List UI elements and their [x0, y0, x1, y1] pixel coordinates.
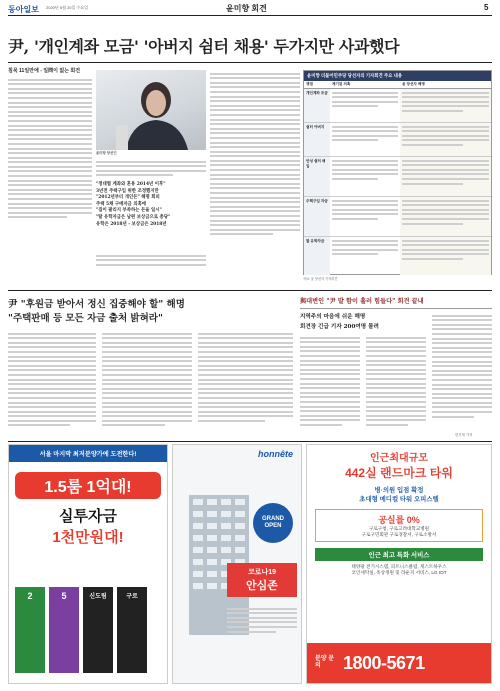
ad-middle	[172, 444, 302, 684]
row-label: 주택구입 자금	[304, 197, 330, 236]
quote-line: "집이 팔리지 부족하는 돈을 일시"	[96, 208, 162, 214]
lead-rule	[8, 62, 492, 63]
mid-left-body-col2	[102, 330, 192, 438]
safe-zone-box	[227, 563, 297, 597]
service-line: 코인세탁실, 옥상정원 및 라운지 서비스, LG IOT	[351, 570, 447, 575]
lead-subhead: 침묵 11일만에 - 일問이 없는 회견	[8, 68, 81, 74]
table-source: 자료: 윤 당선자 기자회견	[303, 277, 338, 281]
ad-right-desc2: 초대형 메디컬 타워 오피스텔	[359, 496, 439, 503]
lead-body-col3	[210, 70, 300, 270]
row-label: 안성 쉼터 매입	[304, 157, 330, 196]
safe-zone-main: 안심존	[246, 580, 278, 592]
occupancy-line: 구로구청, 구로고려대학교병원	[368, 526, 430, 531]
table-title: 윤미향 더불어민주당 당선자의 기자회견 주요 내용	[304, 71, 491, 81]
table-row	[304, 157, 491, 197]
mid-left-body-col1	[8, 330, 96, 438]
page-number: 5	[484, 3, 489, 12]
ad-right-title2: 442실 랜드마크 타워	[345, 466, 453, 480]
byline: 한기재 기자	[455, 433, 473, 437]
occupancy-line: 구로구민회관 구로경찰서, 구로소방서	[361, 532, 437, 537]
person-silhouette-icon	[96, 70, 206, 150]
service-tag: 인근 최고 특화 서비스	[315, 548, 483, 561]
table-row	[304, 123, 491, 157]
phone-label: 분양 문의	[315, 656, 335, 669]
date-line: 2020년 5월 20일 수요일	[46, 5, 89, 10]
mid-right-headline2: 회견장 긴급 기자 200여명 몰려	[300, 324, 379, 330]
ad-right	[306, 444, 492, 684]
masthead-rule	[8, 15, 492, 16]
phone-number[interactable]: 1800-5671	[343, 652, 425, 673]
lead-body-col2	[96, 158, 206, 180]
lead-body-col2b	[96, 252, 206, 274]
station-sign: 2	[15, 587, 45, 673]
quote-line: 주택 5채 구매자금 의혹에	[96, 201, 147, 207]
paper-logo: 동아일보	[8, 5, 39, 14]
table-row	[304, 237, 491, 275]
safe-zone-sub: 코로나19	[247, 569, 277, 576]
mid-left-headline2: "주택판매 등 모든 자금 출처 밝혀라"	[8, 313, 163, 324]
quote-line: "딸 유학자금은 남편 보상금으로 충당"	[96, 214, 171, 220]
station-sign: 5	[49, 587, 79, 673]
row-label: 개인계좌 모금	[304, 89, 330, 122]
ad-right-desc1: 병·의원 입점 확정	[374, 487, 424, 494]
phone-block	[307, 643, 492, 683]
lead-body-col1	[8, 76, 92, 248]
station-signs	[15, 587, 147, 673]
ad-rule	[8, 441, 492, 442]
ad-middle-fineprint	[227, 605, 297, 635]
quote-line: "2012년부터 개인돈" 해명 회피	[96, 195, 160, 201]
lead-photo	[96, 70, 206, 150]
quote-line: 유학은 2018년 - 보상금은 2018년	[96, 221, 167, 227]
summary-table	[303, 70, 492, 275]
ad-right-title1: 인근최대규모	[370, 453, 428, 464]
mid-left-body-col3	[198, 330, 293, 438]
row-label: 딸 유학자금	[304, 237, 330, 275]
col-side: 제기된 의혹	[332, 82, 351, 86]
col-answer: 윤 당선자 해명	[402, 82, 425, 86]
photo-caption	[96, 151, 206, 156]
lead-headline: 尹, '개인계좌 모금' '아버지 쉼터 채용' 두가지만 사과했다	[8, 37, 400, 56]
mid-left-headline1: 尹 "후원금 받아서 정신 집중해야 할" 해명	[8, 299, 185, 310]
quote-line: 3년전 주택구입 위한 조정했지만	[96, 188, 159, 194]
mid-right-body-col1	[300, 334, 360, 438]
mid-right-kicker: 與대변인 "尹 발 함이 흘러 힘들다" 회견 끝내	[300, 296, 492, 309]
ad-left-banner: 서울 마지막 최저분양가에 도전한다!	[9, 445, 167, 462]
ad-left	[8, 444, 168, 684]
lead-quote-box	[96, 182, 206, 252]
ad-left-line3: 1천만원대!	[52, 529, 124, 546]
station-sign: 신도림	[83, 587, 113, 673]
mid-right-body-col3	[432, 312, 492, 432]
ad-brand: honnête	[258, 449, 293, 459]
occupancy-title: 공실률 0%	[378, 515, 420, 525]
section-divider	[8, 290, 492, 291]
ad-left-line1: 1.5룸 1억대!	[15, 472, 161, 499]
grand-open-badge: GRAND OPEN	[253, 503, 293, 543]
mid-right-body-col2	[366, 334, 426, 438]
photo-caption-name: 윤미향 당선인	[96, 151, 117, 155]
station-sign: 구로	[117, 587, 147, 673]
table-row	[304, 89, 491, 123]
service-line: 태양광 전기시스템, 피트니스클럽, 게스트하우스	[351, 564, 447, 569]
quote-line: "정대협 계좌와 혼용 2014년 이후"	[96, 182, 166, 187]
table-header	[304, 81, 491, 89]
col-issue: 쟁점	[306, 82, 313, 86]
section-title: 윤미향 회견	[226, 4, 267, 13]
mid-right-headline1: 지역주의 마음에 쉬운 해명	[300, 314, 366, 320]
ad-left-line2: 실투자금	[59, 508, 117, 525]
table-row	[304, 197, 491, 237]
occupancy-box	[315, 509, 483, 542]
row-label: 쉼터 아버지	[304, 123, 330, 156]
